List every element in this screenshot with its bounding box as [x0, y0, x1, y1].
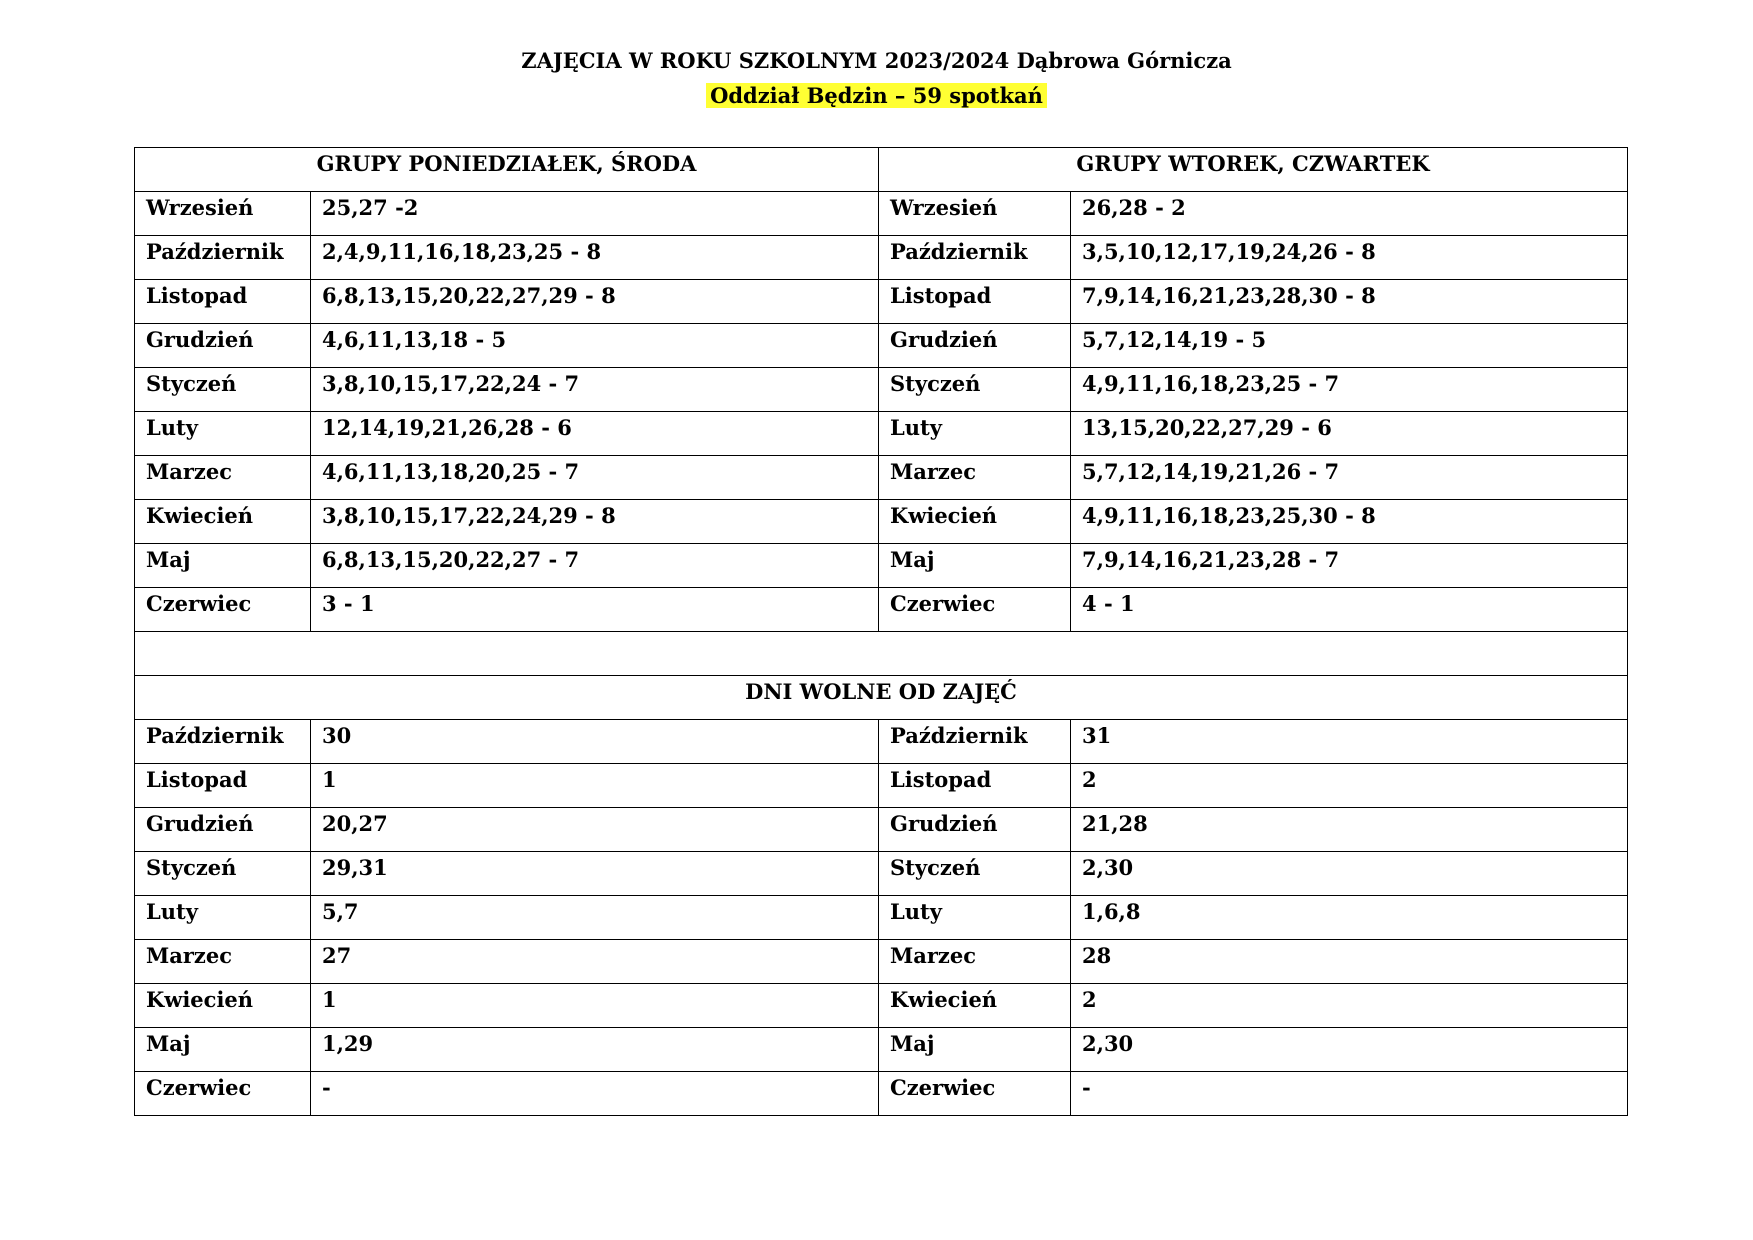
left-dates-cell: 25,27 -2	[311, 192, 879, 236]
schedule-rows	[135, 192, 1628, 632]
days-off-rows	[135, 720, 1628, 1116]
left-month-cell: Marzec	[135, 456, 311, 500]
left-month-cell: Listopad	[135, 764, 311, 808]
right-dates-cell: 2	[1071, 984, 1628, 1028]
right-dates-cell: 4,9,11,16,18,23,25,30 - 8	[1071, 500, 1628, 544]
right-month-cell: Październik	[879, 720, 1071, 764]
right-month-cell: Maj	[879, 544, 1071, 588]
days-off-row	[135, 720, 1628, 764]
right-month-cell: Kwiecień	[879, 500, 1071, 544]
right-month-cell: Styczeń	[879, 368, 1071, 412]
left-month-cell: Maj	[135, 1028, 311, 1072]
left-dates-cell: 4,6,11,13,18 - 5	[311, 324, 879, 368]
page-title: ZAJĘCIA W ROKU SZKOLNYM 2023/2024 Dąbrowa Górnicza	[521, 48, 1232, 73]
days-off-row	[135, 1072, 1628, 1116]
left-month-cell: Kwiecień	[135, 500, 311, 544]
left-month-cell: Styczeń	[135, 368, 311, 412]
left-group-header: GRUPY PONIEDZIAŁEK, ŚRODA	[135, 148, 879, 192]
schedule-row	[135, 456, 1628, 500]
page-subtitle	[0, 80, 1753, 112]
left-dates-cell: 20,27	[311, 808, 879, 852]
right-dates-cell: 2,30	[1071, 1028, 1628, 1072]
group-header-row	[135, 148, 1628, 192]
left-dates-cell: 12,14,19,21,26,28 - 6	[311, 412, 879, 456]
right-dates-cell: 5,7,12,14,19,21,26 - 7	[1071, 456, 1628, 500]
right-month-cell: Grudzień	[879, 808, 1071, 852]
right-month-cell: Luty	[879, 412, 1071, 456]
schedule-row	[135, 368, 1628, 412]
right-dates-cell: 21,28	[1071, 808, 1628, 852]
left-month-cell: Wrzesień	[135, 192, 311, 236]
schedule-row	[135, 412, 1628, 456]
right-dates-cell: 2	[1071, 764, 1628, 808]
spacer-row	[135, 632, 1628, 676]
right-month-cell: Czerwiec	[879, 588, 1071, 632]
left-month-cell: Styczeń	[135, 852, 311, 896]
days-off-row	[135, 808, 1628, 852]
right-dates-cell: 1,6,8	[1071, 896, 1628, 940]
left-dates-cell: 1,29	[311, 1028, 879, 1072]
right-month-cell: Marzec	[879, 456, 1071, 500]
left-dates-cell: 6,8,13,15,20,22,27,29 - 8	[311, 280, 879, 324]
schedule-row	[135, 588, 1628, 632]
right-month-cell: Marzec	[879, 940, 1071, 984]
left-month-cell: Listopad	[135, 280, 311, 324]
schedule-table	[134, 147, 1628, 1116]
right-group-header: GRUPY WTOREK, CZWARTEK	[879, 148, 1628, 192]
right-dates-cell: 2,30	[1071, 852, 1628, 896]
left-dates-cell: 3,8,10,15,17,22,24 - 7	[311, 368, 879, 412]
left-month-cell: Maj	[135, 544, 311, 588]
right-month-cell: Maj	[879, 1028, 1071, 1072]
left-dates-cell: -	[311, 1072, 879, 1116]
days-off-row	[135, 896, 1628, 940]
schedule-row	[135, 236, 1628, 280]
left-dates-cell: 6,8,13,15,20,22,27 - 7	[311, 544, 879, 588]
left-dates-cell: 3 - 1	[311, 588, 879, 632]
right-dates-cell: 4 - 1	[1071, 588, 1628, 632]
right-dates-cell: 31	[1071, 720, 1628, 764]
right-dates-cell: 7,9,14,16,21,23,28,30 - 8	[1071, 280, 1628, 324]
right-dates-cell: 5,7,12,14,19 - 5	[1071, 324, 1628, 368]
schedule-row	[135, 192, 1628, 236]
right-month-cell: Listopad	[879, 764, 1071, 808]
right-month-cell: Grudzień	[879, 324, 1071, 368]
left-month-cell: Październik	[135, 236, 311, 280]
left-dates-cell: 30	[311, 720, 879, 764]
left-dates-cell: 1	[311, 764, 879, 808]
right-dates-cell: 7,9,14,16,21,23,28 - 7	[1071, 544, 1628, 588]
right-dates-cell: -	[1071, 1072, 1628, 1116]
left-month-cell: Październik	[135, 720, 311, 764]
schedule-row	[135, 324, 1628, 368]
schedule-row	[135, 544, 1628, 588]
days-off-row	[135, 984, 1628, 1028]
schedule-row	[135, 280, 1628, 324]
days-off-header: DNI WOLNE OD ZAJĘĆ	[135, 676, 1628, 720]
right-month-cell: Luty	[879, 896, 1071, 940]
right-dates-cell: 4,9,11,16,18,23,25 - 7	[1071, 368, 1628, 412]
right-dates-cell: 13,15,20,22,27,29 - 6	[1071, 412, 1628, 456]
left-dates-cell: 27	[311, 940, 879, 984]
schedule-body	[135, 148, 1628, 192]
right-dates-cell: 3,5,10,12,17,19,24,26 - 8	[1071, 236, 1628, 280]
left-dates-cell: 1	[311, 984, 879, 1028]
left-month-cell: Luty	[135, 412, 311, 456]
left-dates-cell: 2,4,9,11,16,18,23,25 - 8	[311, 236, 879, 280]
schedule-row	[135, 500, 1628, 544]
left-month-cell: Grudzień	[135, 324, 311, 368]
left-dates-cell: 4,6,11,13,18,20,25 - 7	[311, 456, 879, 500]
left-dates-cell: 3,8,10,15,17,22,24,29 - 8	[311, 500, 879, 544]
right-month-cell: Listopad	[879, 280, 1071, 324]
days-off-row	[135, 852, 1628, 896]
days-off-row	[135, 1028, 1628, 1072]
left-dates-cell: 5,7	[311, 896, 879, 940]
right-dates-cell: 28	[1071, 940, 1628, 984]
days-off-header-row	[135, 676, 1628, 720]
right-month-cell: Wrzesień	[879, 192, 1071, 236]
left-month-cell: Kwiecień	[135, 984, 311, 1028]
days-off-row	[135, 764, 1628, 808]
right-month-cell: Czerwiec	[879, 1072, 1071, 1116]
left-month-cell: Luty	[135, 896, 311, 940]
spacer-cell	[135, 632, 1628, 676]
right-dates-cell: 26,28 - 2	[1071, 192, 1628, 236]
left-month-cell: Grudzień	[135, 808, 311, 852]
separator-section	[135, 632, 1628, 720]
left-month-cell: Czerwiec	[135, 588, 311, 632]
left-dates-cell: 29,31	[311, 852, 879, 896]
right-month-cell: Kwiecień	[879, 984, 1071, 1028]
right-month-cell: Styczeń	[879, 852, 1071, 896]
left-month-cell: Marzec	[135, 940, 311, 984]
right-month-cell: Październik	[879, 236, 1071, 280]
subtitle-highlight: Oddział Będzin – 59 spotkań	[706, 83, 1047, 108]
days-off-row	[135, 940, 1628, 984]
left-month-cell: Czerwiec	[135, 1072, 311, 1116]
